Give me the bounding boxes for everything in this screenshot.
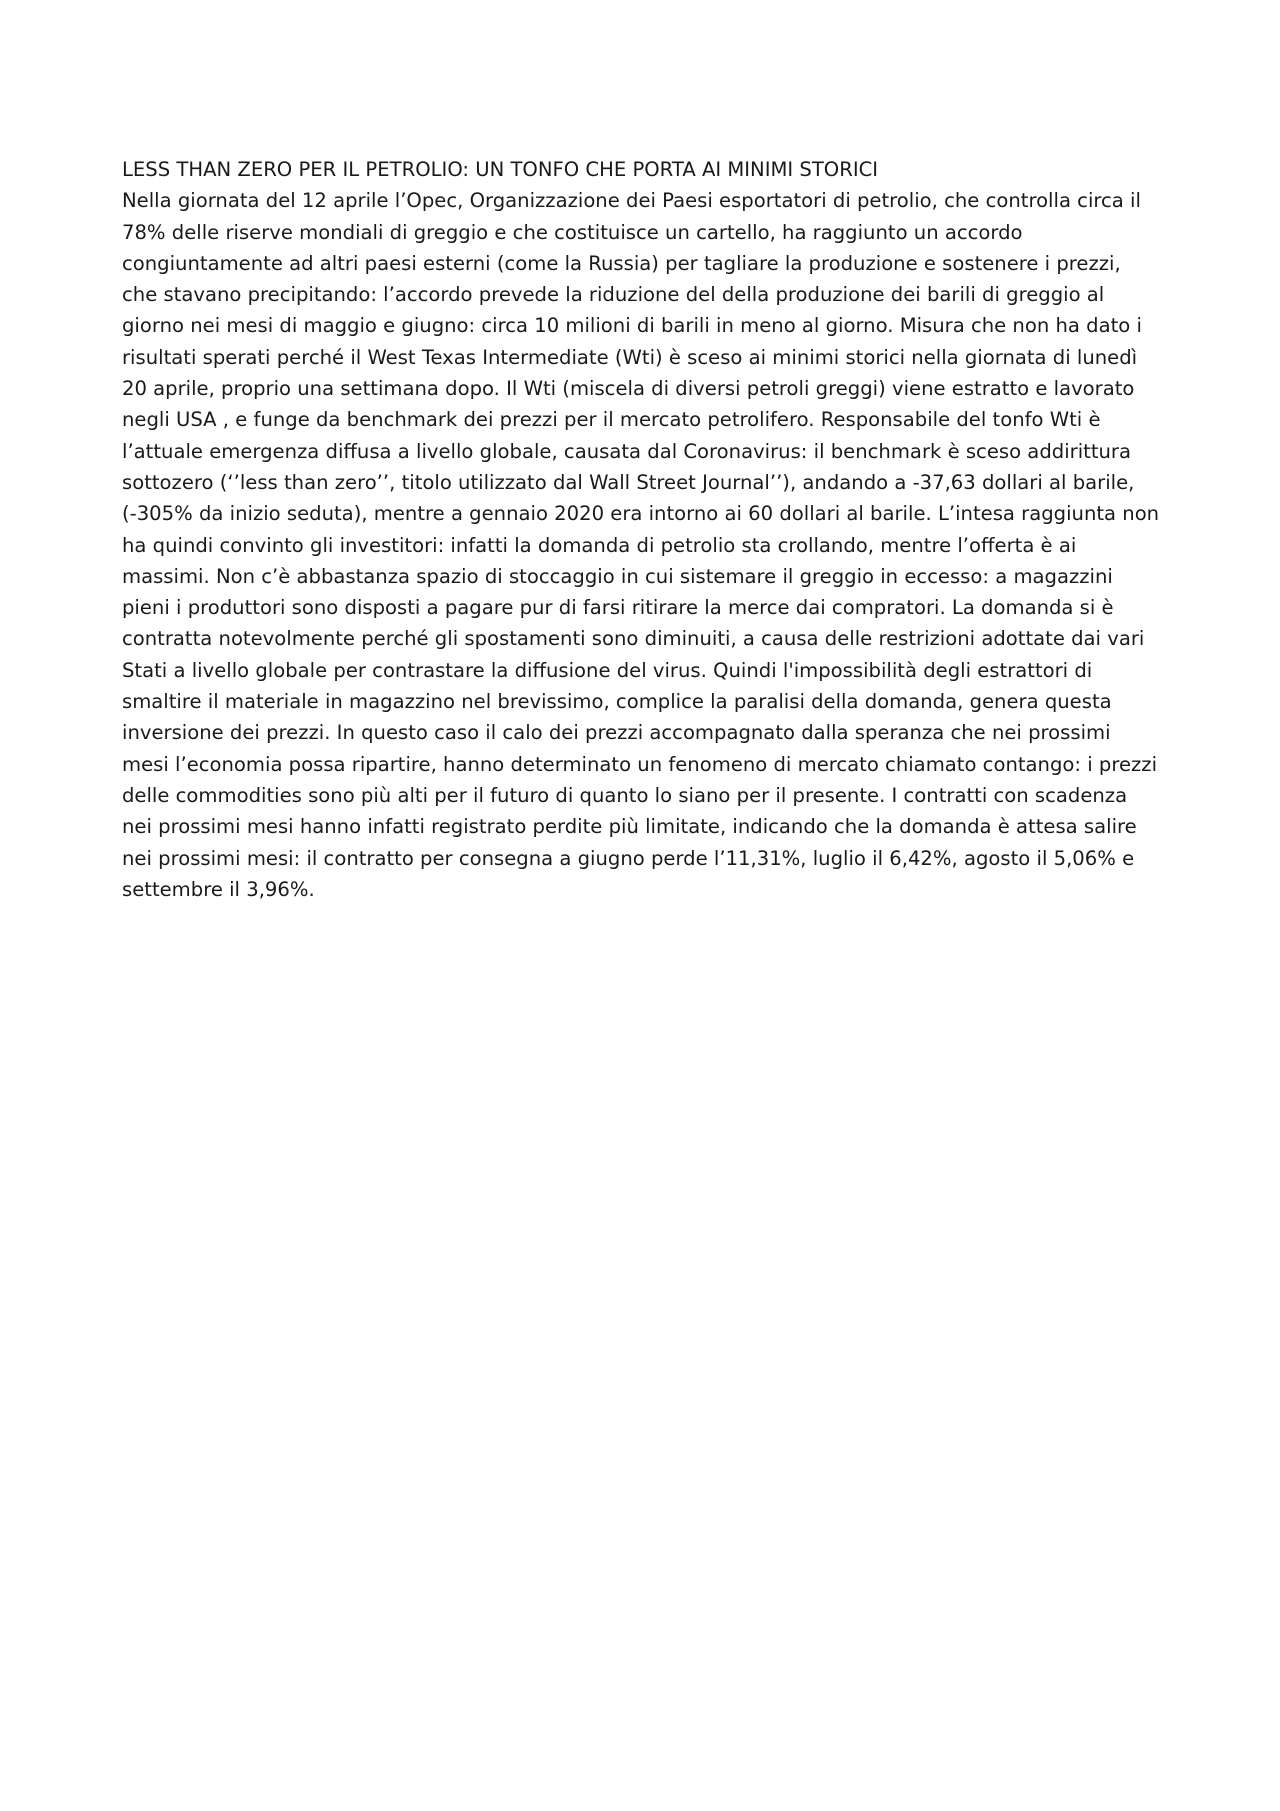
document-title: LESS THAN ZERO PER IL PETROLIO: UN TONFO CHE PORTA AI MINIMI STORICI (122, 158, 879, 181)
document-body: Nella giornata del 12 aprile l’Opec, Organizzazione dei Paesi esportatori di petrolio, che controlla circa il 78% delle riserve mondiali di greggio e che costituisce un cartello, ha raggiunto un accordo congiuntamente ad altri paesi esterni (come la Russia) per tagliare la produzione e sostenere i prezzi, che stavano precipitando: l’accordo prevede la riduzione del della produzione dei barili di greggio al giorno nei mesi di maggio e giugno: circa 10 milioni di barili in meno al giorno. Misura che non ha dato i risultati sperati perché il West Texas Intermediate (Wti) è sceso ai minimi storici nella giornata di lunedì 20 aprile, proprio una settimana dopo. Il Wti (miscela di diversi petroli greggi) viene estratto e lavorato negli USA , e funge da benchmark dei prezzi per il mercato petrolifero. Responsabile del tonfo Wti è l’attuale emergenza diffusa a livello globale, causata dal Coronavirus: il benchmark è sceso addirittura sottozero (‘’less than zero’’, titolo utilizzato dal Wall Street Journal’’), andando a -37,63 dollari al barile, (-305% da inizio seduta), mentre a gennaio 2020 era intorno ai 60 dollari al barile. L’intesa raggiunta non ha quindi convinto gli investitori: infatti la domanda di petrolio sta crollando, mentre l’offerta è ai massimi. Non c’è abbastanza spazio di stoccaggio in cui sistemare il greggio in eccesso: a magazzini pieni i produttori sono disposti a pagare pur di farsi ritirare la merce dai compratori. La domanda si è contratta notevolmente perché gli spostamenti sono diminuiti, a causa delle restrizioni adottate dai vari Stati a livello globale per contrastare la diffusione del virus. Quindi l'impossibilità degli estrattori di smaltire il materiale in magazzino nel brevissimo, complice la paralisi della domanda, genera questa inversione dei prezzi. In questo caso il calo dei prezzi accompagnato dalla speranza che nei prossimi mesi l’economia possa ripartire, hanno determinato un fenomeno di mercato chiamato contango: i prezzi delle commodities sono più alti per il futuro di quanto lo siano per il presente. I contratti con scadenza nei prossimi mesi hanno infatti registrato perdite più limitate, indicando che la domanda è attesa salire nei prossimi mesi: il contratto per consegna a giugno perde l’11,31%, luglio il 6,42%, agosto il 5,06% e settembre il 3,96%. (122, 189, 1160, 901)
document-content (122, 154, 1162, 905)
